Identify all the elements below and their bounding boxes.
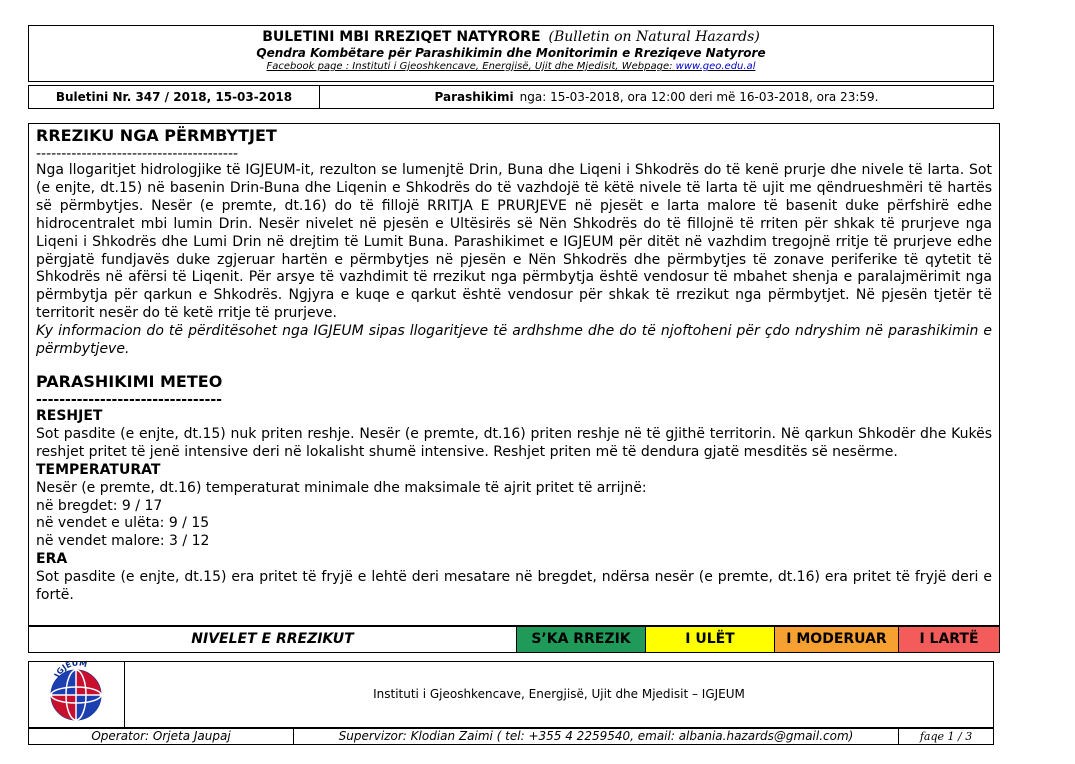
footer-info-row: [28, 728, 994, 745]
risk-level-low: I ULËT: [646, 627, 775, 652]
igjeum-logo: [29, 662, 125, 727]
website-link[interactable]: www.geo.edu.al: [675, 61, 756, 72]
institute-name: Instituti i Gjeoshkencave, Energjisë, Ujit dhe Mjedisit – IGJEUM: [373, 687, 745, 701]
bulletin-title-english: (Bulletin on Natural Hazards): [548, 29, 760, 45]
rain-text: Sot pasdite (e enjte, dt.15) nuk priten reshje. Nesër (e premte, dt.16) priten reshje në të gjithë territorin. Në qarkun Shkodër dhe Kukës reshjet pritet të jenë intensive deri në lokalisht shumë intensive. Reshjet priten më të dendura gjatë mesditës së nesërme.: [36, 425, 992, 460]
risk-levels-legend: [28, 626, 1000, 653]
temperature-coast: në bregdet: 9 / 17: [36, 497, 163, 514]
footer: [28, 661, 994, 728]
bulletin-number: Buletini Nr. 347 / 2018, 15-03-2018: [29, 86, 320, 108]
meteo-heading: PARASHIKIMI METEO: [36, 371, 223, 391]
forecast-period-cell: [320, 86, 993, 108]
temperature-mountains: në vendet malore: 3 / 12: [36, 533, 210, 550]
bulletin-title: BULETINI MBI RREZIQET NATYRORE: [262, 29, 541, 45]
center-name: Qendra Kombëtare për Parashikimin dhe Monitorimin e Rreziqeve Natyrore: [256, 46, 766, 60]
temperature-title: TEMPERATURAT: [36, 461, 161, 478]
header-title-line: [29, 29, 993, 46]
page-number: faqe 1 / 3: [919, 730, 973, 743]
supervisor-contact: Supervizor: Klodian Zaimi ( tel: +355 4 2259540, email: albania.hazards@gmail.com): [294, 729, 899, 744]
wind-text: Sot pasdite (e enjte, dt.15) era pritet të fryjë e lehtë deri mesatare në bregdet, ndërsa nesër (e premte, dt.16) era pritet të fryjë deri e fortë.: [36, 569, 992, 604]
flood-text: Nga llogaritjet hidrologjike të IGJEUM-it, rezulton se lumenjtë Drin, Buna dhe Liqeni i Shkodrës do të kenë prurje dhe nivele të larta. Sot (e enjte, dt.15) në basenin Drin-Buna dhe Liqenin e Shkodrës do të vazhdojë të këtë nivele të larta të ujit me qëndrueshmëri të hartës së përmbytjes. Nesër (e premte, dt.16) do të fillojë RRITJA E PRURJEVE në pjesët e larta malore të basenit duke përfshirë edhe hidrocentralet mbi lumin Drin. Nesër nivelet në pjesën e Ultësirës së Nën Shkodrës do të fillojnë të rriten për shkak të prurjeve nga Liqeni i Shkodrës dhe Lumi Drin në drejtim të Lumit Buna. Parashikimet e IGJEUM për ditët në vazhdim tregojnë rritje të prurjeve edhe përgjatë fundjavës duke zgjeruar hartën e përmbytjes në pjesën e Nën Shkodrës dhe përmbytjes të zonave periferike të qytetit të Shkodrës në afërsi të Liqenit. Për arsye të vazhdimit të rrezikut nga përmbytja është vendosur të mbahet shenja e paralajmërimit nga përmbytja për qarkun e Shkodrës. Ngjyra e kuqe e qarkut është vendosur për shkak të rrezikut nga përmbytjet. Në pjesën tjetër të territorit nesër do të ketë rritje të prurjeve.: [36, 162, 992, 322]
temperature-intro: Nesër (e premte, dt.16) temperaturat minimale dhe maksimale të ajrit pritet të arrijnë:: [36, 479, 647, 496]
contact-line: [29, 61, 993, 73]
main-content: [28, 123, 1000, 626]
temperature-lowlands: në vendet e ulëta: 9 / 15: [36, 515, 210, 532]
operator-name: Operator: Orjeta Jaupaj: [29, 729, 294, 744]
flood-divider: ----------------------------------------: [36, 146, 239, 162]
risk-levels-title: NIVELET E RREZIKUT: [29, 627, 517, 652]
facebook-text: Facebook page : Instituti i Gjeoshkencave, Energjisë, Ujit dhe Mjedisit, Webpage:: [266, 61, 676, 72]
wind-title: ERA: [36, 551, 68, 568]
globe-icon: [29, 662, 123, 727]
forecast-label: Parashikimi: [434, 90, 514, 104]
risk-level-none: S’KA RREZIK: [517, 627, 646, 652]
rain-title: RESHJET: [36, 407, 103, 424]
meteo-divider: --------------------------------: [36, 391, 222, 408]
flood-update-note: Ky informacion do të përditësohet nga IGJEUM sipas llogaritjeve të ardhshme dhe do të njoftoheni për çdo ndryshim në parashikimin e përmbytjeve.: [36, 323, 992, 358]
bulletin-header: [28, 25, 994, 82]
risk-level-moderate: I MODERUAR: [775, 627, 899, 652]
bulletin-info-row: [28, 85, 994, 109]
forecast-period: nga: 15-03-2018, ora 12:00 deri më 16-03-2018, ora 23:59.: [519, 90, 879, 104]
logo-text: IGJEUM: [52, 662, 89, 679]
risk-level-high: I LARTË: [899, 627, 999, 652]
flood-heading: RREZIKU NGA PËRMBYTJET: [36, 126, 277, 145]
